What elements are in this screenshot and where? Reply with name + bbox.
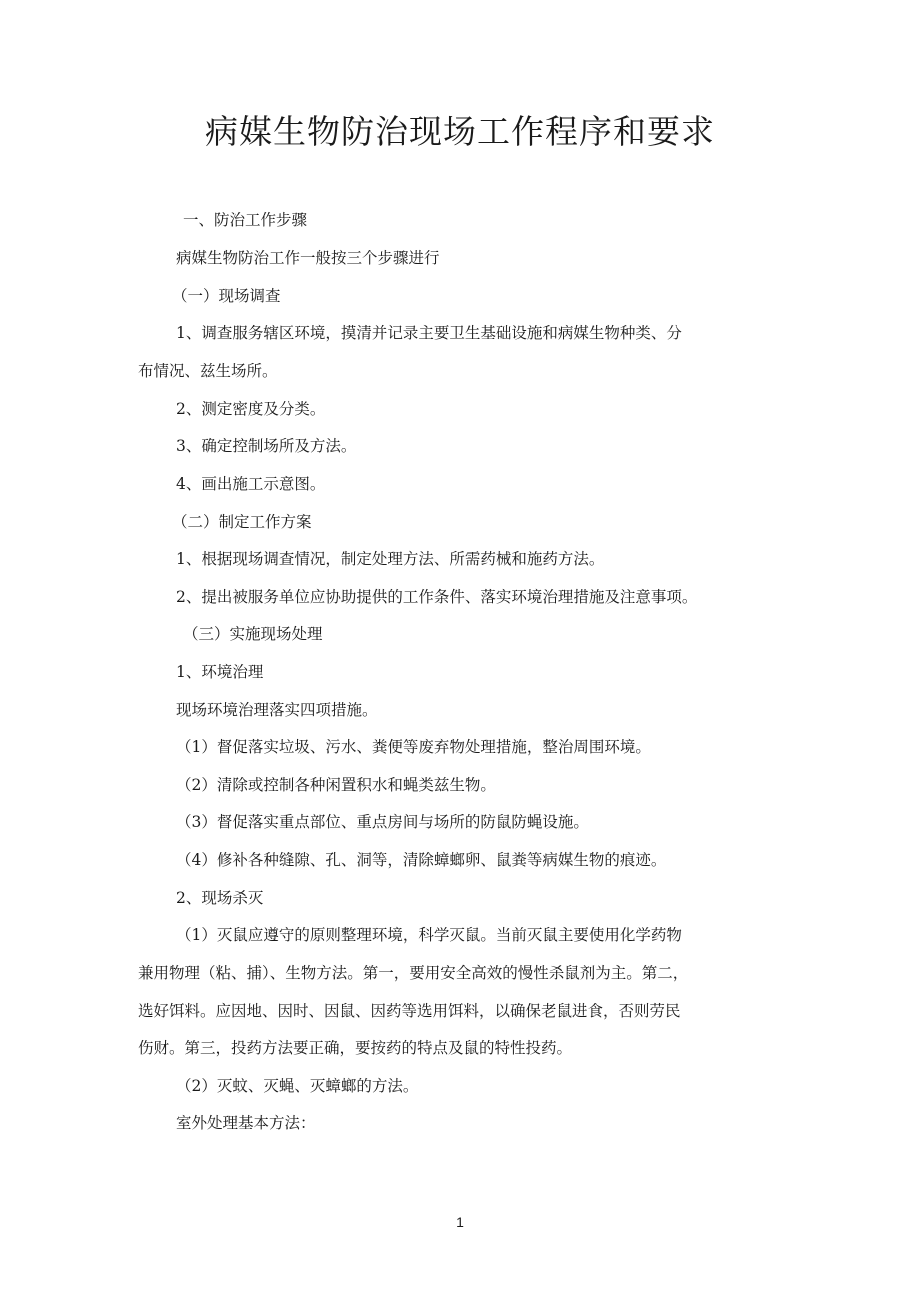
list-item-line: （2）灭蚊、灭蝇、灭蟑螂的方法。 (176, 1077, 419, 1095)
list-item-line: 4、画出施工示意图。 (176, 475, 326, 493)
document-title: 病媒生物防治现场工作程序和要求 (205, 112, 715, 151)
list-item-line: 2、测定密度及分类。 (176, 400, 326, 418)
page-number: 1 (456, 1214, 464, 1230)
paragraph-line: 室外处理基本方法： (176, 1114, 316, 1132)
list-item-line: （4）修补各种缝隙、孔、洞等，清除蟑螂卵、鼠粪等病媒生物的痕迹。 (176, 851, 667, 869)
list-item-continuation: 选好饵料。应因地、因时、因鼠、因药等选用饵料，以确保老鼠进食，否则劳民 (138, 1002, 681, 1020)
list-item-line: （2）清除或控制各种闲置积水和蝇类兹生物。 (176, 776, 496, 794)
list-item-line: 1、调查服务辖区环境，摸清并记录主要卫生基础设施和病媒生物种类、分 (176, 324, 682, 342)
list-item-continuation: 伤财。第三，投药方法要正确，要按药的特点及鼠的特性投药。 (138, 1039, 573, 1057)
subsection-heading: （一）现场调查 (172, 287, 281, 305)
list-item-line: 2、提出被服务单位应协助提供的工作条件、落实环境治理措施及注意事项。 (176, 588, 698, 606)
list-item-continuation: 布情况、兹生场所。 (138, 362, 278, 380)
list-item-line: 1、根据现场调查情况，制定处理方法、所需药械和施药方法。 (176, 550, 605, 568)
list-item-line: 1、环境治理 (176, 663, 264, 681)
list-item-line: （1）灭鼠应遵守的原则整理环境，科学灭鼠。当前灭鼠主要使用化学药物 (176, 926, 682, 944)
list-item-line: （1）督促落实垃圾、污水、粪便等废弃物处理措施，整治周围环境。 (176, 738, 651, 756)
paragraph-line: 病媒生物防治工作一般按三个步骤进行 (176, 249, 440, 267)
section-heading-1: 一、防治工作步骤 (183, 211, 308, 229)
subsection-heading: （三）实施现场处理 (183, 625, 323, 643)
list-item-continuation: 兼用物理（粘、捕）、生物方法。第一，要用安全高效的慢性杀鼠剂为主。第二， (138, 964, 689, 982)
paragraph-line: 现场环境治理落实四项措施。 (176, 701, 378, 719)
subsection-heading: （二）制定工作方案 (172, 513, 312, 531)
list-item-line: 3、确定控制场所及方法。 (176, 437, 357, 455)
list-item-line: （3）督促落实重点部位、重点房间与场所的防鼠防蝇设施。 (176, 813, 589, 831)
list-item-line: 2、现场杀灭 (176, 889, 264, 907)
